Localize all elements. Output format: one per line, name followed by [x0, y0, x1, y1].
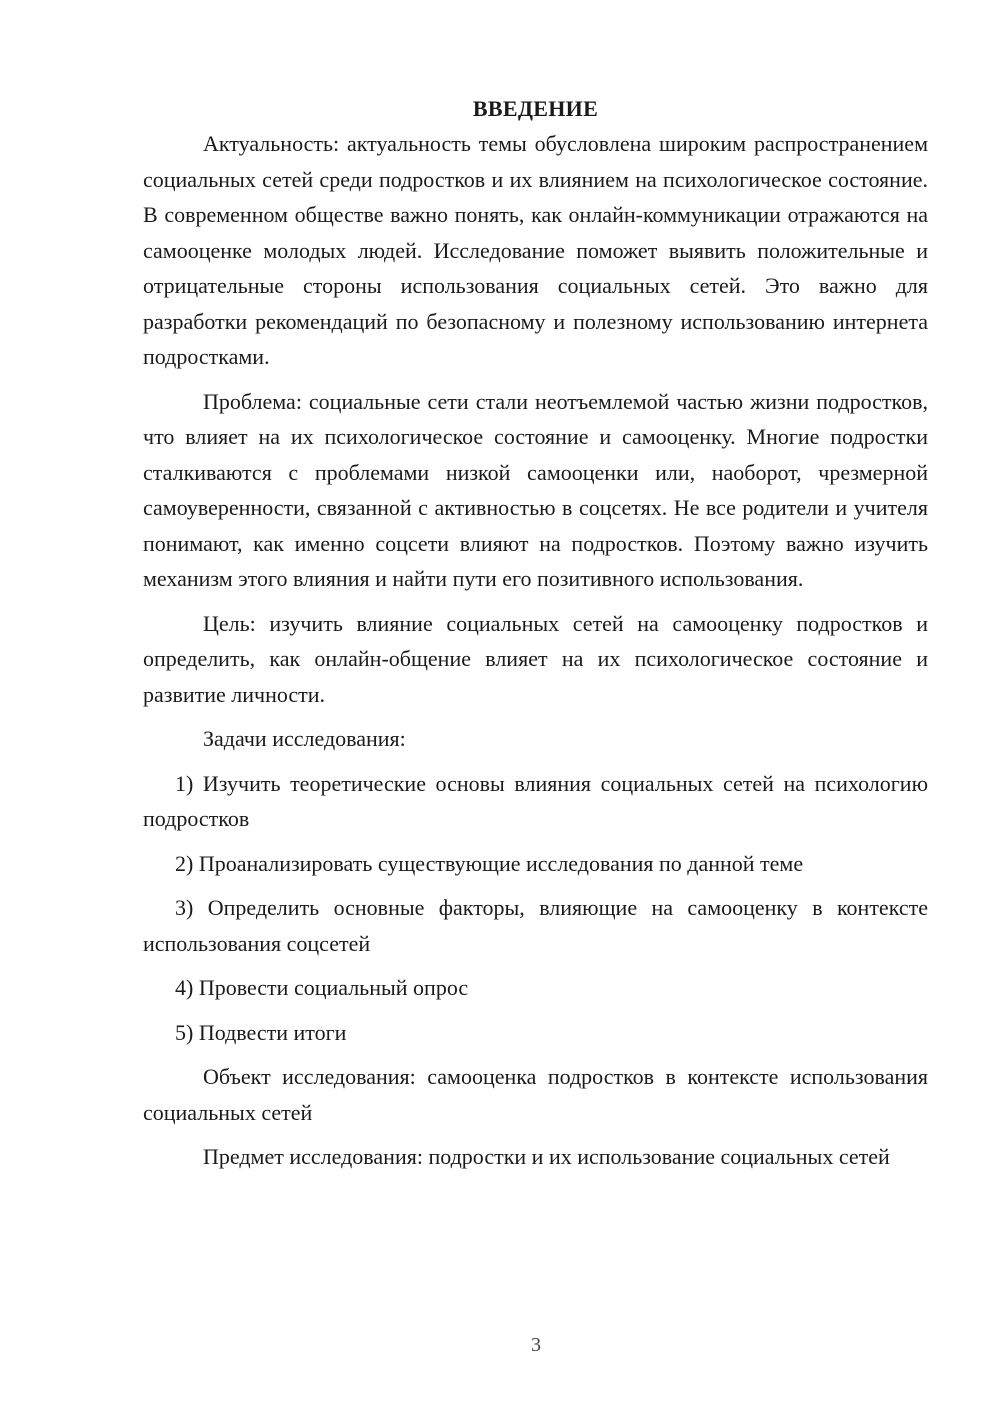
paragraph-subject: Предмет исследования: подростки и их использование социальных сетей — [203, 1144, 890, 1169]
paragraph-problem: Проблема: социальные сети стали неотъемлемой частью жизни подростков, что влияет на их психологическое состояние и самооценку. Многие подростки сталкиваются с проблемами низкой самооценки или, наоборот, чрезмерной самоуверенности, связанной с активностью в соцсетях. Не все родители и учителя понимают, как именно соцсети влияют на подростков. Поэтому важно изучить механизм этого влияния и найти пути его позитивного использования. — [143, 388, 928, 591]
document-page — [143, 92, 928, 1184]
task-item-1: 1) Изучить теоретические основы влияния социальных сетей на психологию подростков — [143, 770, 928, 831]
task-item-5: 5) Подвести итоги — [175, 1019, 347, 1045]
task-item-2: 2) Проанализировать существующие исследования по данной теме — [175, 850, 804, 876]
section-title: ВВЕДЕНИЕ — [472, 96, 599, 121]
paragraph-relevance: Актуальность: актуальность темы обусловлена широким распространением социальных сетей среди подростков и их влиянием на психологическое состояние. В современном обществе важно понять, как онлайн-коммуникации отражаются на самооценке молодых людей. Исследование поможет выявить положительные и отрицательные стороны использования социальных сетей. Это важно для разработки рекомендаций по безопасному и полезному использованию интернета подростками. — [143, 131, 928, 369]
page-number: 3 — [531, 1334, 541, 1356]
paragraph-tasks-heading: Задачи исследования: — [203, 726, 406, 751]
task-item-4: 4) Провести социальный опрос — [175, 975, 469, 1000]
paragraph-object: Объект исследования: самооценка подростков в контексте использования социальных сетей — [143, 1064, 928, 1125]
task-item-3: 3) Определить основные факторы, влияющие на самооценку в контексте использования соцсетей — [143, 895, 928, 956]
paragraph-goal: Цель: изучить влияние социальных сетей на самооценку подростков и определить, как онлайн-общение влияет на их психологическое состояние и развитие личности. — [143, 610, 928, 707]
